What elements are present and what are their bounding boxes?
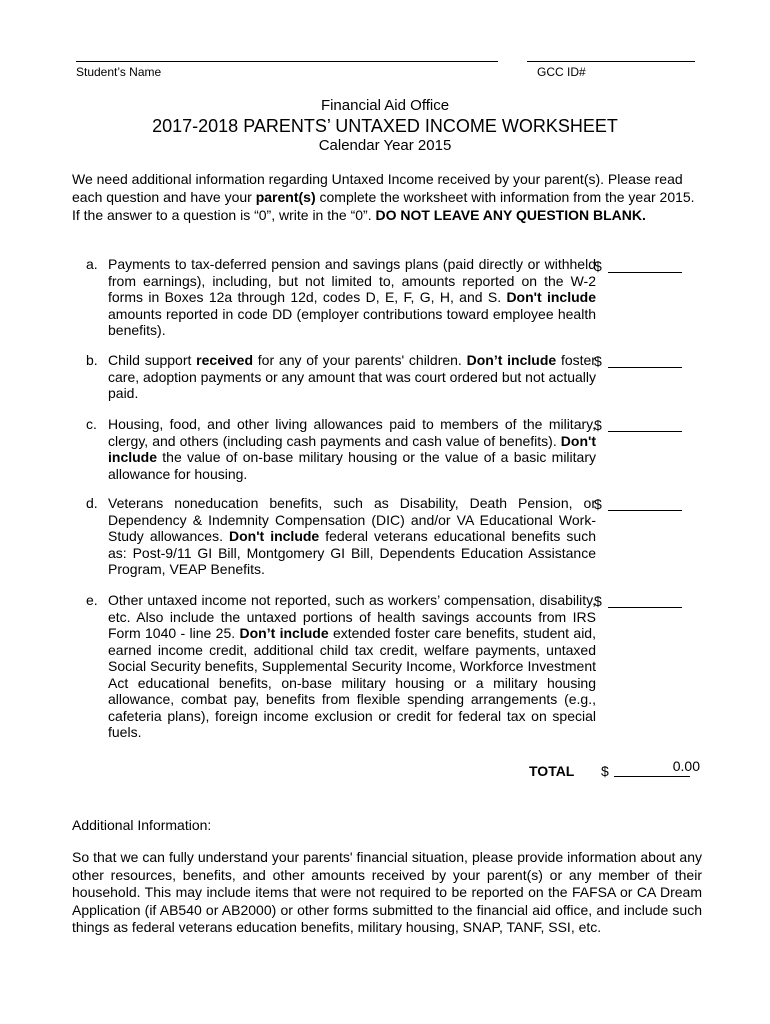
dollar-sign: $ bbox=[594, 258, 602, 274]
total-label: TOTAL bbox=[529, 763, 575, 779]
question-letter: a. bbox=[86, 256, 98, 272]
dollar-sign: $ bbox=[594, 353, 602, 369]
question-b bbox=[86, 352, 596, 402]
total-dollar-sign: $ bbox=[601, 763, 609, 779]
intro-paragraph: We need additional information regarding Untaxed Income received by your parent(s). Please read each question and have your parent(s) complete the worksheet with information from the year 2015. If the answer to a question is “0”, write in the “0”. DO NOT LEAVE ANY QUESTION BLANK. bbox=[72, 171, 695, 223]
question-letter: b. bbox=[86, 352, 98, 368]
calendar-year: Calendar Year 2015 bbox=[318, 137, 452, 154]
question-e bbox=[86, 592, 596, 741]
question-c bbox=[86, 416, 596, 482]
question-text: Other untaxed income not reported, such as workers’ compensation, disability, etc. Also include the untaxed portions of health savings accounts from IRS Form 1040 - line 25. Don’t include extended foster care benefits, student aid, earned income credit, additional child tax credit, welfare payments, untaxed Social Security benefits, Supplemental Security Income, Workforce Investment Act educational benefits, on-base military housing or a military housing allowance, combat pay, benefits from flexible spending arrangements (e.g., cafeteria plans), foreign income exclusion or credit for federal tax on special fuels. bbox=[108, 592, 596, 740]
amount-blank[interactable] bbox=[608, 607, 682, 608]
gcc-id-label: GCC ID# bbox=[537, 65, 586, 79]
question-text: Housing, food, and other living allowances paid to members of the military, clergy, and others (including cash payments and cash value of benefits). Don't include the value of on-base military housing or the value of a basic military allowance for housing. bbox=[108, 416, 596, 482]
question-d bbox=[86, 495, 596, 578]
gcc-id-line[interactable] bbox=[527, 61, 695, 62]
dollar-sign: $ bbox=[594, 496, 602, 512]
dollar-sign: $ bbox=[594, 593, 602, 609]
amount-blank[interactable] bbox=[608, 272, 682, 273]
student-name-label: Student’s Name bbox=[76, 65, 162, 79]
page-title: 2017-2018 PARENTS’ UNTAXED INCOME WORKSHEET bbox=[152, 116, 618, 136]
student-name-line[interactable] bbox=[76, 61, 498, 62]
question-letter: d. bbox=[86, 495, 98, 511]
amount-blank[interactable] bbox=[608, 510, 682, 511]
question-a bbox=[86, 256, 596, 339]
amount-blank[interactable] bbox=[608, 367, 682, 368]
question-text: Payments to tax-deferred pension and savings plans (paid directly or withheld from earnings), including, but not limited to, amounts reported on the W-2 forms in Boxes 12a through 12d, codes D, E, F, G, H, and S. Don't include amounts reported in code DD (employer contributions toward employee health benefits). bbox=[108, 256, 596, 338]
office-title: Financial Aid Office bbox=[320, 97, 450, 114]
total-blank-line bbox=[614, 776, 690, 777]
total-value[interactable]: 0.00 bbox=[672, 758, 700, 774]
question-text: Child support received for any of your parents' children. Don’t include foster care, adoption payments or any amount that was court ordered but not actually paid. bbox=[108, 352, 596, 401]
question-text: Veterans noneducation benefits, such as Disability, Death Pension, or Dependency & Indemnity Compensation (DIC) and/or VA Educational Work-Study allowances. Don't include federal veterans educational benefits such as: Post-9/11 GI Bill, Montgomery GI Bill, Dependents Education Assistance Program, VEAP Benefits. bbox=[108, 495, 597, 577]
amount-blank[interactable] bbox=[608, 431, 682, 432]
question-letter: e. bbox=[86, 592, 98, 608]
dollar-sign: $ bbox=[594, 417, 602, 433]
additional-heading: Additional Information: bbox=[72, 817, 212, 833]
additional-paragraph: So that we can fully understand your parents' financial situation, please provide information about any other resources, benefits, and other amounts received by your parent(s) or any member of their household. This may include items that were not required to be reported on the FAFSA or CA Dream Application (if AB540 or AB2000) or other forms submitted to the financial aid office, and include such things as federal veterans education benefits, military housing, SNAP, TANF, SSI, etc. bbox=[72, 849, 702, 935]
question-letter: c. bbox=[86, 416, 97, 432]
